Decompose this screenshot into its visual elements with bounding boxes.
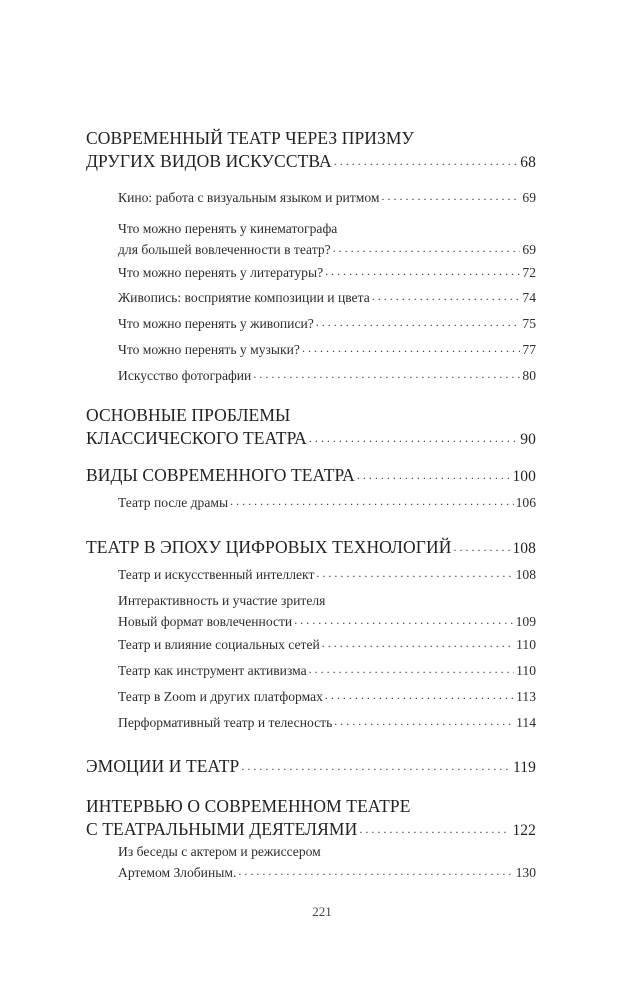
toc-section-entry[interactable] [118, 492, 536, 513]
toc-entry-line [118, 187, 536, 208]
toc-section-entry[interactable] [118, 564, 536, 585]
toc-page-number: 114 [516, 715, 536, 730]
toc-entry-line [118, 660, 536, 681]
toc-section-entry[interactable] [118, 590, 536, 632]
toc-page-number: 130 [515, 865, 536, 880]
toc-entry-line [86, 535, 536, 559]
toc-entry-line [86, 796, 536, 817]
toc-entry-line [86, 426, 536, 450]
toc-page-number: 74 [522, 290, 536, 305]
toc-entry-line [118, 492, 536, 513]
toc-entry-title: Что можно перенять у музыки? [118, 342, 300, 357]
dot-leader [322, 635, 514, 649]
dot-leader [333, 240, 521, 254]
toc-section-entry[interactable] [118, 365, 536, 386]
toc-entry-title: Что можно перенять у кинематографа [118, 221, 338, 236]
toc-chapter-entry[interactable] [86, 535, 536, 559]
toc-entry-line [118, 590, 536, 611]
toc-entry-title: ТЕАТР В ЭПОХУ ЦИФРОВЫХ ТЕХНОЛОГИЙ [86, 536, 452, 557]
toc-entry-title: ЭМОЦИИ И ТЕАТР [86, 755, 240, 776]
toc-entry-title: ОСНОВНЫЕ ПРОБЛЕМЫ [86, 405, 291, 425]
toc-entry-title: Перформативный театр и телесность [118, 715, 333, 730]
toc-chapter-entry[interactable] [86, 128, 536, 173]
dot-leader [241, 754, 511, 772]
toc-page-number: 110 [516, 663, 536, 678]
toc-entry-title: КЛАССИЧЕСКОГО ТЕАТРА [86, 427, 307, 448]
page-number-footer: 221 [312, 904, 332, 919]
toc-page-number: 77 [522, 342, 536, 357]
dot-leader [230, 493, 513, 507]
toc-entry-line [86, 128, 536, 149]
toc-entry-title: Театр в Zoom и других платформах [118, 689, 323, 704]
toc-entry-title: Из беседы с актером и режиссером [118, 844, 321, 859]
toc-section-entry[interactable] [118, 287, 536, 308]
toc-entry-line [118, 339, 536, 360]
toc-entry-title: СОВРЕМЕННЫЙ ТЕАТР ЧЕРЕЗ ПРИЗМУ [86, 128, 415, 148]
toc-entry-title: Театр после драмы [118, 495, 229, 510]
dot-leader [302, 340, 520, 354]
toc-page-number: 69 [522, 190, 536, 205]
toc-section-entry[interactable] [118, 841, 536, 883]
toc-section-entry[interactable] [118, 339, 536, 360]
toc-section-entry[interactable] [118, 712, 536, 733]
toc-entry-title: ДРУГИХ ВИДОВ ИСКУССТВА [86, 150, 332, 171]
dot-leader [334, 713, 514, 727]
toc-entry-line [118, 634, 536, 655]
toc-entry-title: Что можно перенять у живописи? [118, 316, 314, 331]
dot-leader [334, 149, 519, 167]
dot-leader [316, 565, 513, 579]
toc-entry-line [86, 463, 536, 487]
toc-entry-line [118, 365, 536, 386]
toc-entry-line [118, 262, 536, 283]
dot-leader [325, 687, 514, 701]
dot-leader [294, 612, 513, 626]
dot-leader [316, 314, 521, 328]
toc-entry-title: Живопись: восприятие композиции и цвета [118, 290, 370, 305]
toc-entry-line [118, 239, 536, 260]
toc-entry-title: Кино: работа с визуальным языком и ритмом [118, 190, 380, 205]
dot-leader [253, 366, 520, 380]
toc-entry-line [118, 862, 536, 883]
toc-page-number: 68 [520, 153, 536, 171]
toc-section-entry[interactable] [118, 686, 536, 707]
dot-leader [359, 817, 510, 835]
toc-page-number: 100 [512, 467, 536, 485]
toc-entry-line [118, 287, 536, 308]
toc-entry-title: для большей вовлеченности в театр? [118, 242, 331, 257]
toc-section-entry[interactable] [118, 313, 536, 334]
toc-entry-line [86, 817, 536, 841]
toc-entry-line [118, 611, 536, 632]
toc-entry-title: Театр как инструмент активизма [118, 663, 307, 678]
toc-entry-line [86, 149, 536, 173]
toc-page-number: 90 [520, 430, 536, 448]
toc-entry-line [118, 313, 536, 334]
toc-chapter-entry[interactable] [86, 796, 536, 841]
toc-page-number: 109 [515, 614, 536, 629]
toc-page-number: 106 [515, 495, 536, 510]
toc-entry-line [118, 841, 536, 862]
toc-chapter-entry[interactable] [86, 463, 536, 487]
toc-entry-line [86, 754, 536, 778]
toc-page-number: 119 [513, 758, 536, 776]
toc-entry-title: Интерактивность и участие зрителя [118, 593, 326, 608]
dot-leader [372, 288, 521, 302]
toc-entry-title: Что можно перенять у литературы? [118, 265, 324, 280]
toc-entry-line [118, 686, 536, 707]
toc-entry-line [86, 405, 536, 426]
toc-entry-title: Искусство фотографии [118, 368, 252, 383]
toc-section-entry[interactable] [118, 187, 536, 208]
toc-entry-line [118, 712, 536, 733]
toc-page-number: 108 [515, 567, 536, 582]
toc-section-entry[interactable] [118, 262, 536, 283]
dot-leader [357, 463, 511, 481]
toc-entry-title: С ТЕАТРАЛЬНЫМИ ДЕЯТЕЛЯМИ [86, 818, 358, 839]
toc-page-number: 75 [522, 316, 536, 331]
toc-entry-title: Артемом Злобиным. [118, 865, 237, 880]
toc-entry-title: Новый формат вовлеченности [118, 614, 293, 629]
toc-page-number: 113 [516, 689, 536, 704]
toc-section-entry[interactable] [118, 218, 536, 260]
dot-leader [382, 188, 521, 202]
toc-page-number: 69 [522, 242, 536, 257]
toc-entry-title: ИНТЕРВЬЮ О СОВРЕМЕННОМ ТЕАТРЕ [86, 796, 411, 816]
toc-entry-title: ВИДЫ СОВРЕМЕННОГО ТЕАТРА [86, 464, 355, 485]
dot-leader [309, 661, 514, 675]
toc-page-number: 122 [512, 821, 536, 839]
toc-section-entry[interactable] [118, 660, 536, 681]
toc-chapter-entry[interactable] [86, 405, 536, 450]
dot-leader [238, 863, 513, 877]
dot-leader [325, 263, 520, 277]
toc-page-number: 110 [516, 637, 536, 652]
toc-page-number: 72 [522, 265, 536, 280]
toc-entry-line [118, 564, 536, 585]
toc-entry-title: Театр и искусственный интеллект [118, 567, 315, 582]
toc-page-number: 108 [512, 539, 536, 557]
dot-leader [453, 535, 510, 553]
toc-entry-title: Театр и влияние социальных сетей [118, 637, 320, 652]
toc-entry-line [118, 218, 536, 239]
toc-page-number: 80 [522, 368, 536, 383]
dot-leader [309, 426, 518, 444]
toc-section-entry[interactable] [118, 634, 536, 655]
toc-chapter-entry[interactable] [86, 754, 536, 778]
